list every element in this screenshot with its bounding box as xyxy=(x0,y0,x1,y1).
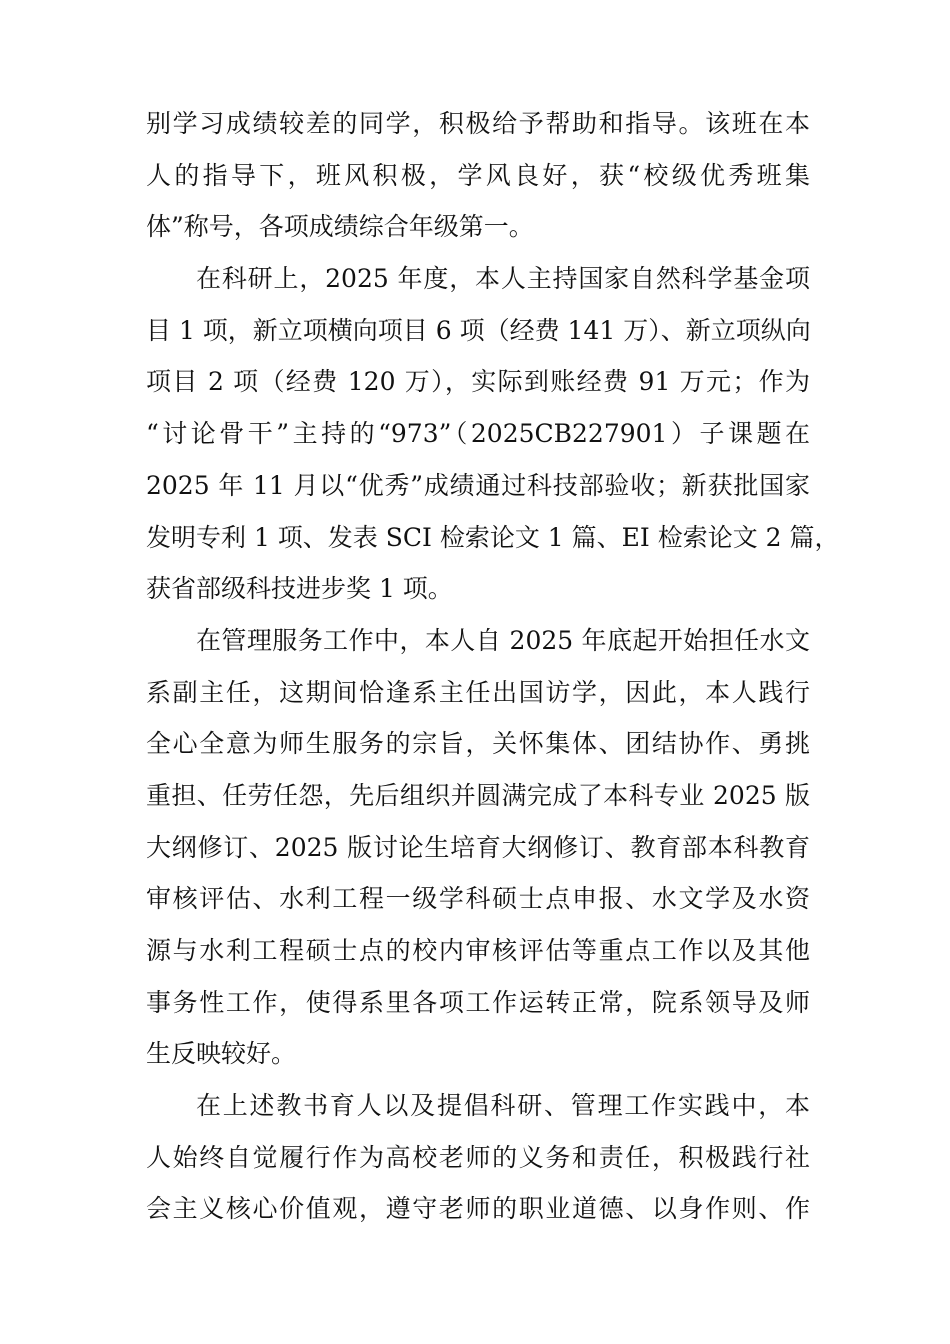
text-line: 目 1 项，新立项横向项目 6 项（经费 141 万）、新立项纵向 xyxy=(146,315,811,345)
text-line: 源与水利工程硕士点的校内审核评估等重点工作以及其他 xyxy=(146,936,810,965)
text-line: 人始终自觉履行作为高校老师的义务和责任，积极践行社 xyxy=(146,1142,810,1172)
text-line: 体”称号，各项成绩综合年级第一。 xyxy=(146,212,534,242)
text-line: 系副主任，这期间恰逢系主任出国访学，因此，本人践行 xyxy=(146,677,810,707)
text-line: 大纲修订、2025 版讨论生培育大纲修订、教育部本科教育 xyxy=(146,832,810,862)
text-line: 审核评估、水利工程一级学科硕士点申报、水文学及水资 xyxy=(146,884,810,914)
text-line: 事务性工作，使得系里各项工作运转正常，院系领导及师 xyxy=(146,987,810,1017)
text-line: 在科研上，2025 年度，本人主持国家自然科学基金项 xyxy=(196,264,810,294)
text-line: 获省部级科技进步奖 1 项。 xyxy=(146,574,453,604)
text-line: 项目 2 项（经费 120 万），实际到账经费 91 万元；作为 xyxy=(146,367,810,397)
text-line: 别学习成绩较差的同学，积极给予帮助和指导。该班在本 xyxy=(146,109,810,138)
text-line: 发明专利 1 项、发表 SCI 检索论文 1 篇、EI 检索论文 2 篇， xyxy=(146,522,840,552)
text-line: 会主义核心价值观，遵守老师的职业道德、以身作则、作 xyxy=(146,1194,810,1224)
text-line: 在上述教书育人以及提倡科研、管理工作实践中，本 xyxy=(196,1091,810,1121)
text-line: 2025 年 11 月以“优秀”成绩通过科技部验收；新获批国家 xyxy=(146,470,810,500)
text-line: 全心全意为师生服务的宗旨，关怀集体、团结协作、勇挑 xyxy=(146,729,810,759)
body-text xyxy=(146,98,840,1235)
text-line: 人的指导下，班风积极，学风良好，获“校级优秀班集 xyxy=(146,160,810,190)
text-line: 在管理服务工作中，本人自 2025 年底起开始担任水文 xyxy=(196,625,810,655)
text-line: 重担、任劳任怨，先后组织并圆满完成了本科专业 2025 版 xyxy=(146,780,810,810)
text-line: 生反映较好。 xyxy=(146,1039,297,1069)
text-line: “讨论骨干”主持的“973”（2025CB227901）子课题在 xyxy=(146,419,810,449)
